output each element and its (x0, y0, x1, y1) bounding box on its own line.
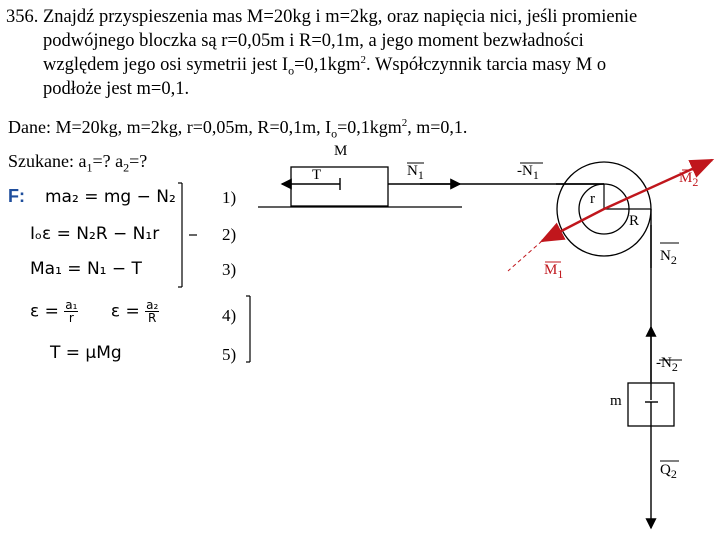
label-M: M (334, 143, 348, 159)
label-minus-N2: $-N_2$ (656, 355, 678, 374)
label-M1: $M_1$ (544, 262, 564, 281)
equation-3: Ma₁ = N₁ − T (30, 259, 142, 279)
label-R: R (629, 213, 640, 229)
problem-line-2: podwójnego bloczka są r=0,05m i R=0,1m, a jego moment bezwładności (43, 31, 584, 51)
forces-label: F: (8, 186, 25, 206)
equation-2: Iₒε = N₂R − N₁r (30, 224, 160, 244)
equation-brackets (178, 183, 250, 362)
fraction-a2-over-R: $\frac{\text{a₂}}{R}$ (146, 298, 159, 325)
fraction-a1-over-r: $\frac{\text{a₁}}{r}$ (65, 298, 78, 325)
problem-number: 356. (6, 7, 39, 27)
sought-data: Szukane: $a_1=$? $a_2=$? (8, 151, 148, 175)
equation-4: ε = $\frac{\text{a₁}}{r}$ ε = $\frac{\text{a₂}}{R}$ (30, 298, 159, 325)
equation-5-number: 5) (222, 345, 237, 364)
problem-line-3: względem jego osi symetrii jest $I_o=0,1kgm^2$. Współczynnik tarcia masy M o (43, 53, 607, 78)
label-T: T (312, 167, 322, 183)
equation-5: T = μMg (50, 343, 122, 363)
label-minus-N1: $-N_1$ (517, 163, 539, 182)
given-data: Dane: M=20kg, m=2kg, r=0,05m, R=0,1m, $I_o=0,1kgm^2$, m=0,1. (8, 117, 468, 141)
moment-M1-arrow (542, 209, 604, 241)
label-M2: $M_2$ (679, 170, 699, 189)
label-N2: $N_2$ (660, 248, 677, 267)
equation-2-number: 2) (222, 225, 237, 244)
problem-line-1: Znajdź przyspieszenia mas M=20kg i m=2kg, oraz napięcia nici, jeśli promienie (43, 7, 638, 27)
equation-1: ma₂ = mg − N₂ (45, 187, 176, 207)
label-r: r (590, 191, 595, 207)
equation-1-number: 1) (222, 188, 237, 207)
label-Q2: $Q_2$ (660, 462, 677, 481)
moment-M1-dashed (508, 241, 542, 271)
label-N1: $N_1$ (407, 163, 424, 182)
equation-4-number: 4) (222, 306, 237, 325)
equation-3-number: 3) (222, 260, 237, 279)
problem-line-4: podłoże jest m=0,1. (43, 79, 190, 99)
label-m: m (610, 393, 622, 409)
